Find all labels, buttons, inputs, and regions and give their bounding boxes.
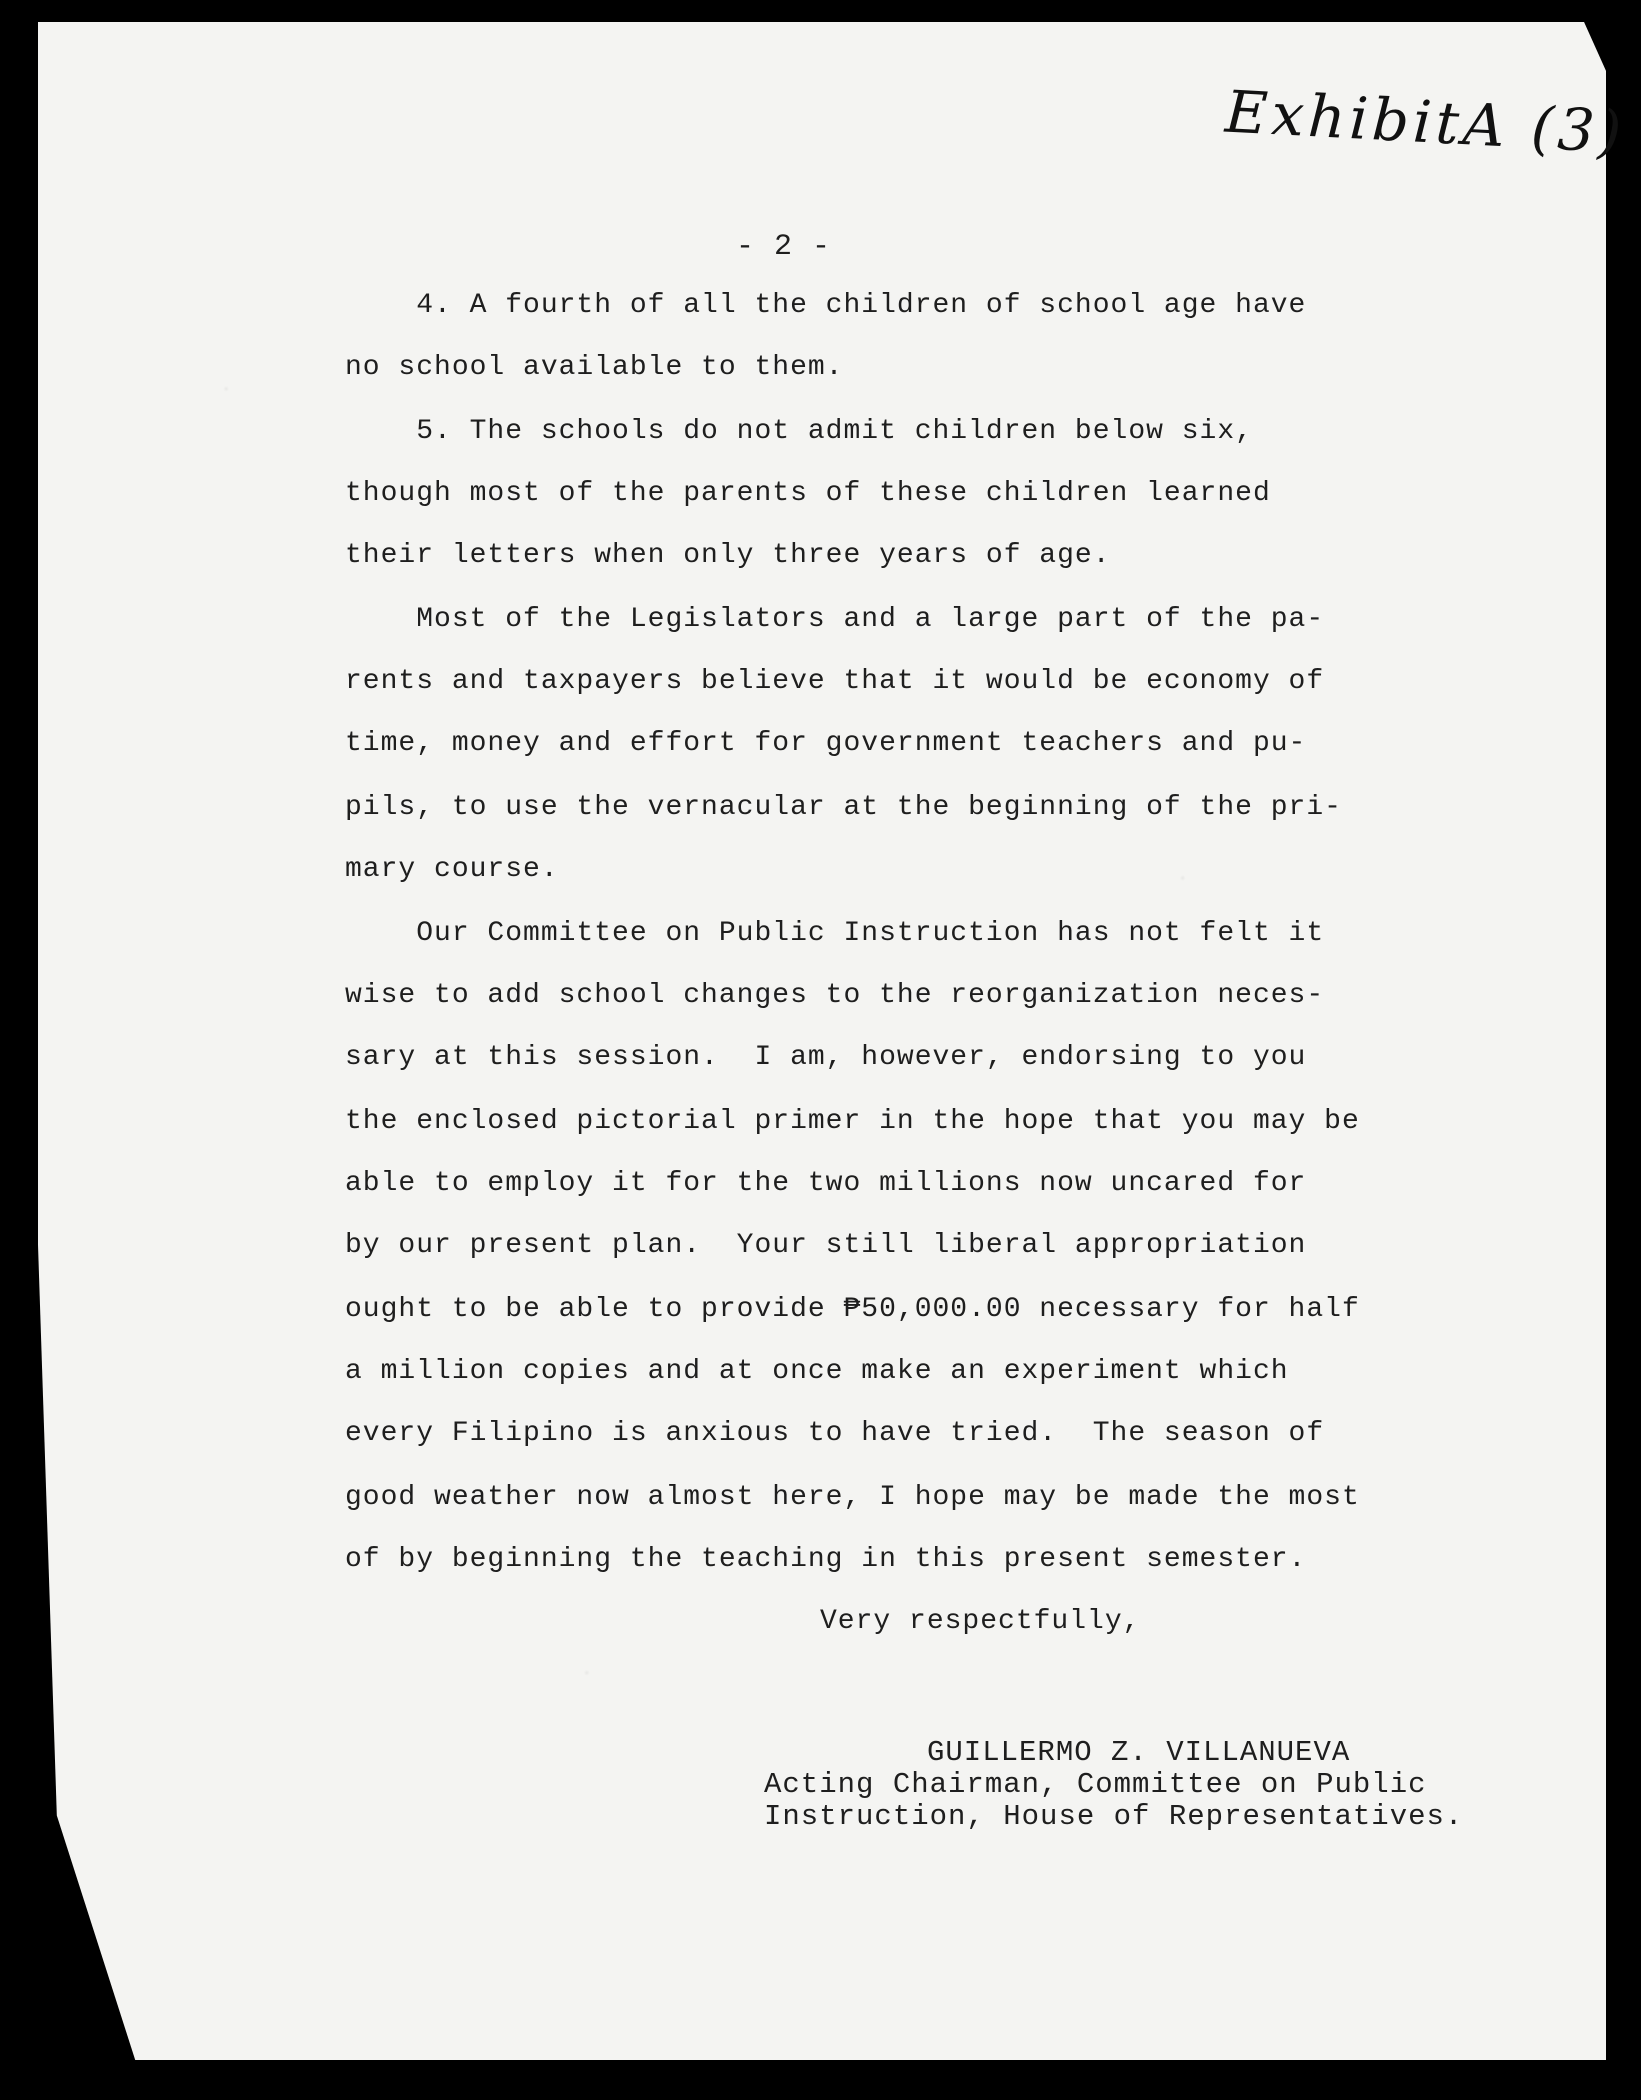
body-line: every Filipino is anxious to have tried. The season of <box>345 1418 1325 1449</box>
body-line: by our present plan. Your still liberal appropriation <box>345 1230 1307 1261</box>
page-number: - 2 - <box>736 230 832 264</box>
body-line: time, money and effort for government teachers and pu- <box>345 728 1307 759</box>
body-line: rents and taxpayers believe that it would be economy of <box>345 666 1325 697</box>
body-line: good weather now almost here, I hope may be made the most <box>345 1482 1360 1513</box>
exhibit-annotation: ExhibitA (3) <box>1223 77 1627 167</box>
body-line: their letters when only three years of age. <box>345 540 1111 571</box>
body-line: of by beginning the teaching in this present semester. <box>345 1544 1307 1575</box>
body-line: though most of the parents of these children learned <box>345 478 1271 509</box>
body-line: 4. A fourth of all the children of school age have <box>345 290 1307 321</box>
body-line: Most of the Legislators and a large part of the pa- <box>345 604 1325 635</box>
signatory-name: GUILLERMO Z. VILLANUEVA <box>927 1736 1351 1769</box>
body-line: no school available to them. <box>345 352 844 383</box>
body-line: ought to be able to provide ₱50,000.00 necessary for half <box>345 1294 1360 1325</box>
signatory-title-line-1: Acting Chairman, Committee on Public <box>764 1768 1427 1801</box>
body-line: mary course. <box>345 854 559 885</box>
body-line: able to employ it for the two millions now uncared for <box>345 1168 1307 1199</box>
body-line: the enclosed pictorial primer in the hope that you may be <box>345 1106 1360 1137</box>
closing-salutation: Very respectfully, <box>820 1606 1141 1637</box>
body-line: pils, to use the vernacular at the beginning of the pri- <box>345 792 1342 823</box>
body-line: Our Committee on Public Instruction has not felt it <box>345 918 1325 949</box>
body-line: a million copies and at once make an experiment which <box>345 1356 1289 1387</box>
body-line: wise to add school changes to the reorganization neces- <box>345 980 1325 1011</box>
body-line: 5. The schools do not admit children below six, <box>345 416 1253 447</box>
body-line: sary at this session. I am, however, endorsing to you <box>345 1042 1307 1073</box>
signatory-title-line-2: Instruction, House of Representatives. <box>764 1800 1464 1833</box>
paper-sheet <box>38 22 1606 2060</box>
